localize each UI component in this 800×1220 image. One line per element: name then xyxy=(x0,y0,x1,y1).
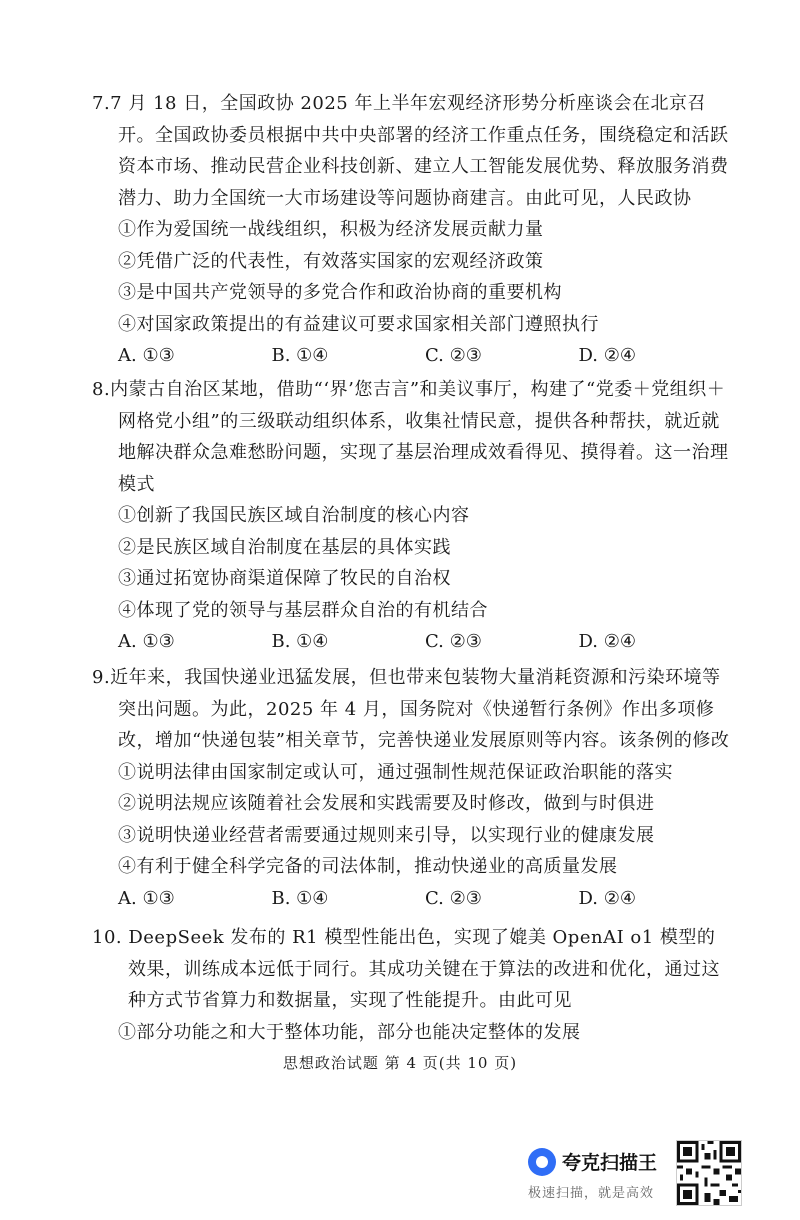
option-1: ①创新了我国民族区域自治制度的核心内容 xyxy=(118,505,470,526)
answer-a: A. ①③ xyxy=(118,345,175,366)
question-7 xyxy=(92,88,732,372)
qr-code-icon xyxy=(676,1140,742,1206)
answer-c: C. ②③ xyxy=(425,631,482,652)
option-3: ③是中国共产党领导的多党合作和政治协商的重要机构 xyxy=(118,282,562,303)
option-1: ①部分功能之和大于整体功能，部分也能决定整体的发展 xyxy=(118,1021,581,1043)
quark-logo-icon xyxy=(528,1148,556,1176)
page-footer: 思想政治试题 第 4 页(共 10 页) xyxy=(282,1054,518,1072)
answer-choices xyxy=(118,626,732,658)
brand-name: 夸克扫描王 xyxy=(562,1152,658,1174)
question-stem: 9.近年来，我国快递业迅猛发展，但也带来包装物大量消耗资源和污染环境等突出问题。为此，2025 年 4 月，国务院对《快递暂行条例》作出多项修改，增加“快递包装”相关章节，完善快递业发展原则等内容。该条例的修改 xyxy=(92,667,730,751)
answer-d: D. ②④ xyxy=(578,887,637,909)
option-2: ②凭借广泛的代表性，有效落实国家的宏观经济政策 xyxy=(118,250,544,272)
question-stem: 10. DeepSeek 发布的 R1 模型性能出色，实现了媲美 OpenAI o1 模型的效果，训练成本远低于同行。其成功关键在于算法的改进和优化，通过这种方式节省算力和数据量，实现了性能提升。由此可见 xyxy=(92,927,720,1011)
answer-c: C. ②③ xyxy=(425,887,482,909)
answer-d: D. ②④ xyxy=(578,345,637,366)
question-9 xyxy=(92,662,732,914)
option-2: ②是民族区域自治制度在基层的具体实践 xyxy=(118,536,451,558)
question-8 xyxy=(92,374,732,658)
answer-c: C. ②③ xyxy=(425,345,482,366)
option-1: ①说明法律由国家制定或认可，通过强制性规范保证政治职能的落实 xyxy=(118,761,673,783)
brand-slogan: 极速扫描，就是高效 xyxy=(528,1186,655,1201)
answer-b: B. ①④ xyxy=(271,631,329,652)
answer-choices xyxy=(118,883,732,915)
option-4: ④有利于健全科学完备的司法体制，推动快递业的高质量发展 xyxy=(118,856,618,877)
scanner-watermark xyxy=(528,1142,668,1204)
option-4: ④对国家政策提出的有益建议可要求国家相关部门遵照执行 xyxy=(118,313,599,335)
question-stem: 8.内蒙古自治区某地，借助“‘界’您吉言”和美议事厅，构建了“党委＋党组织＋网格党小组”的三级联动组织体系，收集社情民意，提供各种帮扶，就近就地解决群众急难愁盼问题，实现了基层治理成效看得见、摸得着。这一治理模式 xyxy=(92,379,729,495)
option-1: ①作为爱国统一战线组织，积极为经济发展贡献力量 xyxy=(118,219,544,240)
option-2: ②说明法规应该随着社会发展和实践需要及时修改，做到与时俱进 xyxy=(118,793,655,814)
answer-choices xyxy=(118,340,732,372)
answer-b: B. ①④ xyxy=(271,345,329,366)
answer-a: A. ①③ xyxy=(118,631,175,652)
question-stem: 7.7 月 18 日，全国政协 2025 年上半年宏观经济形势分析座谈会在北京召开。全国政协委员根据中共中央部署的经济工作重点任务，围绕稳定和活跃资本市场、推动民营企业科技创新、建立人工智能发展优势、释放服务消费潜力、助力全国统一大市场建设等问题协商建言。由此可见，人民政协 xyxy=(92,93,729,209)
question-10 xyxy=(92,922,732,1048)
answer-d: D. ②④ xyxy=(578,631,637,652)
option-3: ③说明快递业经营者需要通过规则来引导，以实现行业的健康发展 xyxy=(118,824,655,846)
option-4: ④体现了党的领导与基层群众自治的有机结合 xyxy=(118,599,488,621)
answer-a: A. ①③ xyxy=(118,887,175,909)
answer-b: B. ①④ xyxy=(271,887,329,909)
option-3: ③通过拓宽协商渠道保障了牧民的自治权 xyxy=(118,568,451,589)
